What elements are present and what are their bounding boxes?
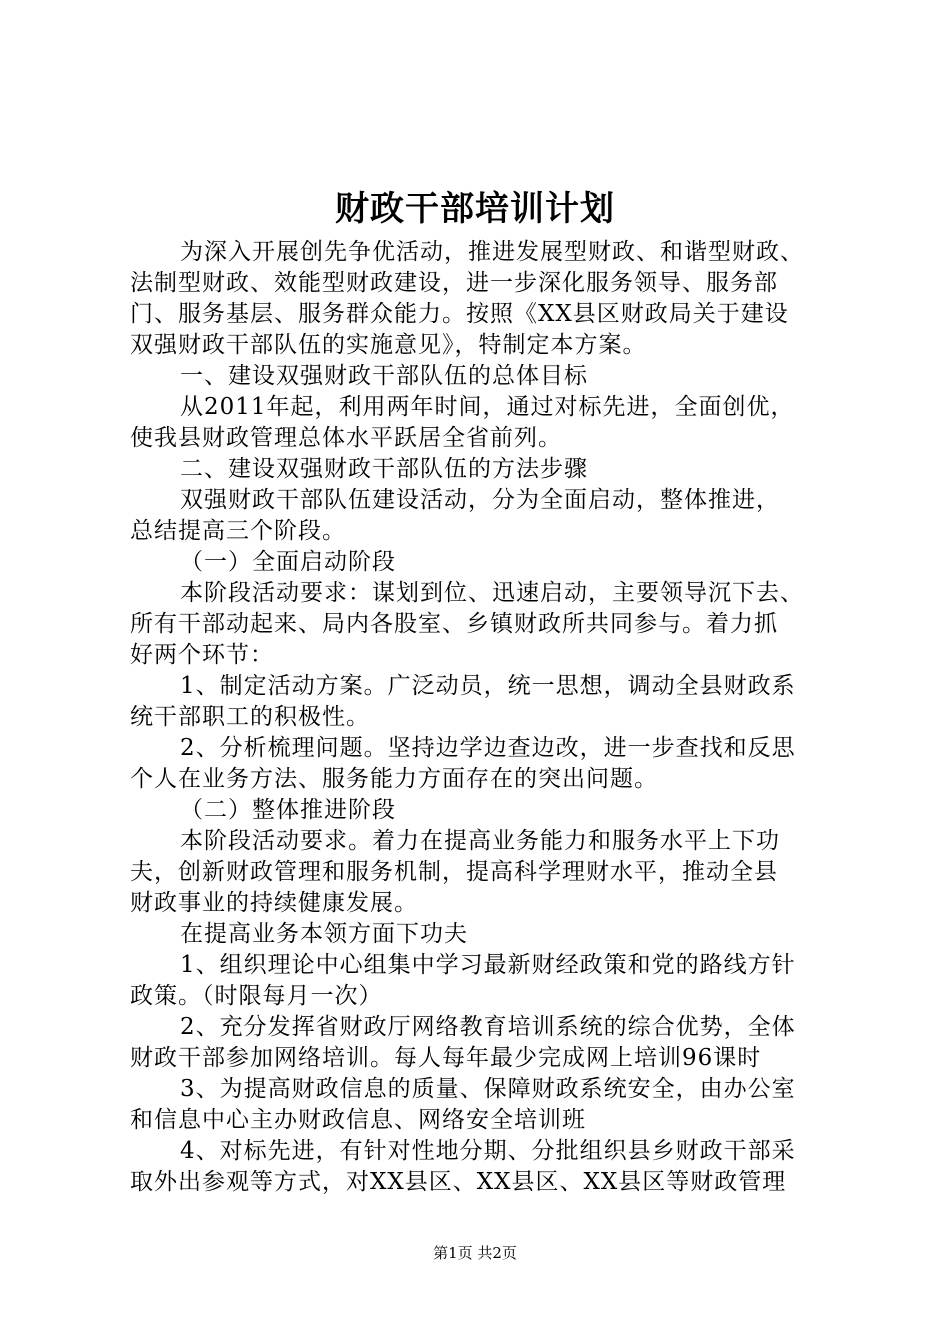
body-line: 一、建设双强财政干部队伍的总体目标 [180, 363, 588, 389]
body-line: 双强财政干部队伍建设活动，分为全面启动，整体推进， [180, 487, 780, 513]
body-line: 财政事业的持续健康发展。 [130, 890, 418, 916]
body-line: 从2011年起，利用两年时间，通过对标先进，全面创优， [180, 394, 795, 420]
body-line: 在提高业务本领方面下功夫 [180, 921, 468, 947]
body-line: 本阶段活动要求。着力在提高业务能力和服务水平上下功 [180, 828, 780, 854]
body-line: 取外出参观等方式，对XX县区、XX县区、XX县区等财政管理 [130, 1169, 787, 1195]
body-line: 总结提高三个阶段。 [130, 518, 346, 544]
body-line: 所有干部动起来、局内各股室、乡镇财政所共同参与。着力抓 [130, 611, 778, 637]
body-line: 4、对标先进，有针对性地分期、分批组织县乡财政干部采 [180, 1138, 796, 1164]
body-line: 法制型财政、效能型财政建设，进一步深化服务领导、服务部 [130, 270, 778, 296]
body-line: 2、分析梳理问题。坚持边学边查边改，进一步查找和反思 [180, 735, 796, 761]
body-line: 双强财政干部队伍的实施意见》，特制定本方案。 [130, 332, 647, 358]
body-line: 使我县财政管理总体水平跃居全省前列。 [130, 425, 562, 451]
body-line: 财政干部参加网络培训。每人每年最少完成网上培训96课时 [130, 1045, 762, 1071]
body-line: 2、充分发挥省财政厅网络教育培训系统的综合优势，全体 [180, 1014, 796, 1040]
body-line: 1、组织理论中心组集中学习最新财经政策和党的路线方针 [180, 952, 796, 978]
body-line: 和信息中心主办财政信息、网络安全培训班 [130, 1107, 586, 1133]
body-line: 为深入开展创先争优活动，推进发展型财政、和谐型财政、 [180, 239, 804, 265]
body-line: 3、为提高财政信息的质量、保障财政系统安全，由办公室 [180, 1076, 796, 1102]
body-line: 1、制定活动方案。广泛动员，统一思想，调动全县财政系 [180, 673, 796, 699]
document-title: 财政干部培训计划 [335, 189, 615, 229]
body-line: 个人在业务方法、服务能力方面存在的突出问题。 [130, 766, 658, 792]
page-footer: 第1页 共2页 [433, 1244, 517, 1262]
body-line: 政策。（时限每月一次） [130, 983, 383, 1009]
body-line: 二、建设双强财政干部队伍的方法步骤 [180, 456, 588, 482]
body-line: 门、服务基层、服务群众能力。按照《XX县区财政局关于建设 [130, 301, 789, 327]
body-line: （一）全面启动阶段 [180, 549, 396, 575]
body-line: 统干部职工的积极性。 [130, 704, 370, 730]
body-line: 夫，创新财政管理和服务机制，提高科学理财水平，推动全县 [130, 859, 778, 885]
body-line: （二）整体推进阶段 [180, 797, 396, 823]
body-line: 好两个环节： [130, 642, 274, 668]
document-body [130, 237, 835, 1198]
body-line: 本阶段活动要求：谋划到位、迅速启动，主要领导沉下去、 [180, 580, 804, 606]
